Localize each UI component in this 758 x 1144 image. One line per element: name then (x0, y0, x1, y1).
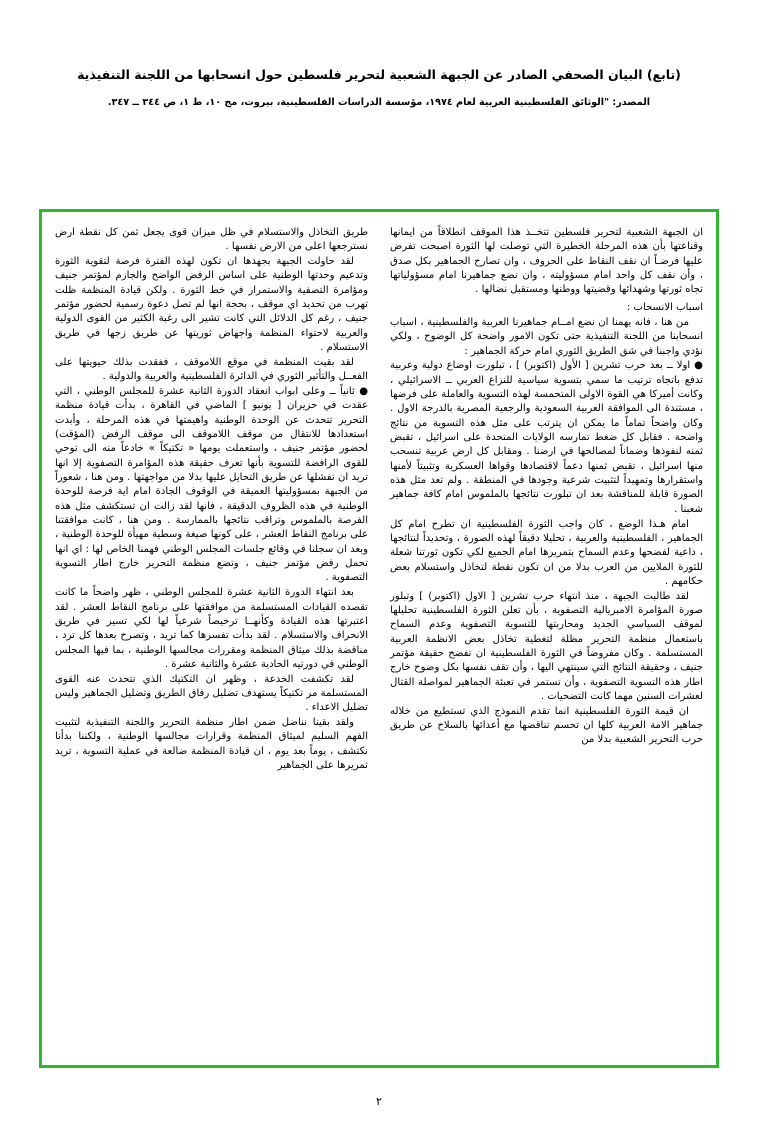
paragraph: ان قيمة الثورة الفلسطينية انما تقدم النموذج الذي تستطيع من خلاله جماهير الامة العربية كلها ان تحسم تناقضها مع أعدائها بالسلاح عن طريق حرب التحرير الشعبية بدلا من (390, 705, 703, 746)
paragraph-bullet-first: ● اولا ــ بعد حرب تشرين [ الأول (اكتوبر) ] ، تبلورت اوضاع دولية وعربية تدفع باتجاه ترتيب ما سمي بتسوية سياسية للنزاع العربي ــ الاسرائيلي ، وكانت أميركا هي القوة الاولى المتحمسة لهذه التسوية والعاملة على فرضها ، مستندة الى الموافقة العربية السعودية والرجعية المصرية بالدرجة الاول . وكان واضحاً تماماً ما يمكن ان يترتب على مثل هذه التسوية من نتائج واضحة . فقابل كل ضغط تمارسه الولايات المتحدة على اسرائيل ، تقبض ثمنه لنفوذها وضماناً لمصالحها في ارضنا . ومقابل كل ارض عربية تنسحب منها اسرائيل ، تقبض ثمنها دعماً لاقتصادها وقواها العسكرية وتثبيتاً لأمنها واستقرارها وتمهيداً لتثبيت شرعية وجودها في المنطقة . ولم تعد مثل هذه الصورة قابلة للمناقشة بعد ان تبلورت نتائجها بالملموس امام كافة جماهير شعبنا . (390, 360, 703, 515)
content-frame (39, 209, 719, 1068)
page-number: ٢ (376, 1095, 382, 1108)
paragraph: لقد تكشفت الخدعة ، وظهر ان التكتيك الذي تتحدث عنه القوى المستسلمة مر تكتيكاً يستهدف تضليل رفاق الطريق وتضليل الجماهير وليس تضليل الاعداء . (55, 673, 368, 714)
paragraph-bullet-second: ● ثانياً ــ وعلى ابواب انعقاد الدورة الثانية عشرة للمجلس الوطني ، التي عقدت في حزيران [ يونيو ] الماضي في القاهرة ، بدأت قيادة منظمة التحرير تتحدث عن الوحدة الوطنية واهيمتها في هذه المرحلة ، وأبدت استعدادها للانتقال من موقف اللاموقف الى موقف الرفض (المؤقت) لحضور مؤتمر جنيف ، واستعملت يومها « تكتيكاً » خادعاً منه الى توحي للقوى الرافضة للتسوية بأنها تعرف حقيقة هذه المؤامرة التصفوية إلا انها تريد ان تفشلها عن طريق التحايل عليها بدلا من مواجهتها . ومن هنا ، شعوراً من الجبهة بمسؤوليتها العميقة في الوقوف الجادة امام اية فرصة للوحدة الوطنية في هذه الظروف الدقيقة ، فانها لقد زالت ان تستكشف مثل هذه الفرصة بالملموس وتراقب نتائجها بالممارسة . ومن هنا ، كانت موافقتنا على برنامج النقاط العشر ، على كونها صيغة وسطية مهيأة للوحدة الوطنية ، وبعد ان سجلنا في وقائع جلسات المجلس الوطني فهمنا الخاص لها : اي انها تحمل رفض مؤتمر جنيف ، وتضع منظمة التحرير خارج اطار التسوية التصفوية . (55, 386, 368, 584)
paragraph: بعد انتهاء الدورة الثانية عشرة للمجلس الوطني ، ظهر واضحاً ما كانت تقصده القيادات المستسلمة من موافقتها على برنامج النقاط العشر . لقد اعتبرتها هذه القيادة وكأنهــا ترخيصاً شرعياً لها لكي تسير في طريق الانحراف والاستسلام . لقد بدأت تفسرها كما تريد ، وتصرح بعدها كل ترد ، مناقضة بذلك ميثاق المنظمة ومقررات مجالسها الوطنية ، بما فيها المجلس الوطني في دورتيه الحادية عشرة والثانية عشرة . (55, 587, 368, 670)
paragraph: لقد بقيت المنظمة في موقع اللاموقف ، ففقدت بذلك حيويتها على الفعــل والتأثير الثوري في الدائرة الفلسطينية والعربية والدولية . (55, 356, 368, 383)
paragraph: لقد طالبت الجبهة ، منذ انتهاء حرب تشرين [ الاول (اكتوبر) ] وتبلور صورة المؤامرة الامبريالية التصفوية ، بأن تعلن الثورة الفلسطينية تحليلها لموقف السياسي الجديد ومحاربتها للتسوية التصفوية وعدم السماح باستعمال منظمة التحرير مظلة لتغطية تخاذل بعض الانظمة العربية المستسلمة . وكان مفروضاً في الثورة الفلسطينية ان تفضح حقيقة مؤتمر جنيف ، وحقيقة النتائج التي سينتهي اليها ، وأن تقف نفسها بكل وضوح خارج اطار هذه التسوية التصفوية ، وأن تستمر في تعبئة الجماهير لمواصلة القتال لعشرات السنين مهما كانت التضحيات . (390, 590, 703, 702)
paragraph: ولقد بقينا نناضل ضمن اطار منظمة التحرير واللجنة التنفيذية لتثبيت الفهم السليم لميثاق المنظمة وقرارات مجالسها الوطنية ، ولكننا بدأنا نكتشف ، يوماً بعد يوم ، ان قيادة المنظمة ضالعة في عملية التسوية ، تريد تمريرها على الجماهير (55, 717, 368, 772)
paragraph: من هنا ، فانه يهمنا ان نضع امــام جماهيرنا العربية والفلسطينية ، اسباب انسحابنا من اللجنة التنفيذية حتى تكون الامور واضحة كل الوضوح ، ولكي نؤدي واجبنا في شق الطريق الثوري امام حركة الجماهير : (390, 316, 703, 357)
document-title: (تابع) البيان الصحفي الصادر عن الجبهة الشعبية لتحرير فلسطين حول انسحابها من اللجنة التنفيذية (77, 67, 681, 82)
paragraph: لقد حاولت الجبهة بجهدها ان تكون لهذه الفترة فرصة لتقوية الثورة وتدعيم وحدتها الوطنية على اساس الرفض الواضح والجازم لمؤتمر جنيف ومؤامرة التصفية والاستمرار في خط الثورة . ولكن قيادة المنظمة ظلت تهرب من تحديد اي موقف ، بحجة انها لم تصل دعوة رسمية لحضور مؤتمر جنيف ، رغم كل الدلائل التي كانت تشير الى رغبة الكثير من القوى الدولية والعربية لاحتواء المنظمة واجهاض ثوريتها عن طريق زجها في طريق الاستسلام . (55, 256, 368, 354)
document-page (0, 66, 758, 1144)
document-header (0, 66, 758, 109)
document-source: المصدر: "الوثائق الفلسطينية العربية لعام ١٩٧٤، مؤسسة الدراسات الفلسطينية، بيروت، مج ١٠، ط ١، ص ٣٤٤ ــ ٣٤٧. (107, 96, 651, 108)
paragraph: ان الجبهة الشعبية لتحرير فلسطين تتخــذ هذا الموقف انطلاقاً من ايمانها وقناعتها بأن هذه المرحلة الخطيرة التي توصلت لها الثورة اصبحت تفرض عليها فرضـاً ان نقف النقاط على الحروف ، وان تصارح الجماهير بكل صدق ، وأن نقف كل واحد امام مسؤوليته ، وان نضع جماهيرنا امام مسؤولياتها تجاه ثورتها وشهدائها وقضيتها ووطنها ومستقبل نضالها . (390, 227, 703, 296)
section-heading-reasons: اسباب الانسحاب : (626, 301, 703, 313)
column-right (390, 226, 703, 1055)
paragraph: امام هـذا الوضع ، كان واجب الثورة الفلسطينية ان تطرح امام كل الجماهير ، الفلسطينية والعربية ، تحليلا دقيقاً لهذه الصورة ، وتحديداً لنتائجها ، داعية لفضحها وعدم السماح بتمريرها امام الجميع لكي تكون ثورتنا شعلة للثورة الملايين من العرب بدلا من ان تكون نقطة لتخاذل واستسلام بعض حكامهم . (390, 518, 703, 587)
column-left (55, 226, 368, 1055)
two-column-layout (55, 226, 703, 1055)
paragraph: طريق التخاذل والاستسلام في ظل ميزان قوى يجعل ثمن كل نقطة ارض نسترجعها اعلى من الارض نفسها . (55, 227, 368, 253)
